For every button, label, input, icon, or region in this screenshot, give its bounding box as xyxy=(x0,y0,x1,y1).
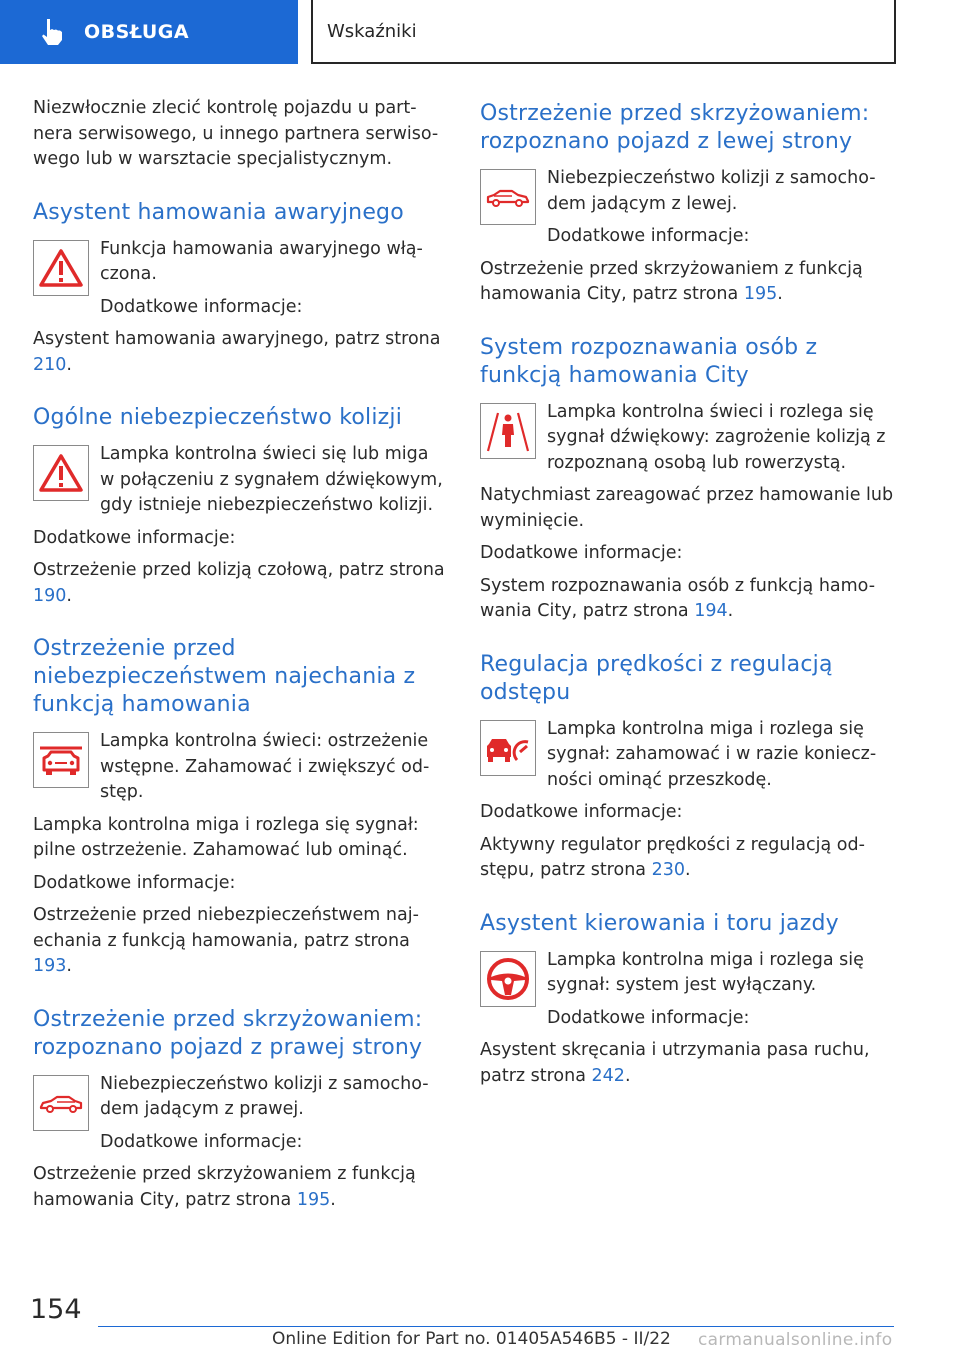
more-info-label: Dodatkowe informacje: xyxy=(480,802,683,822)
reference-paragraph: Ostrzeżenie przed kolizją czołową, patrz strona 190. xyxy=(33,560,445,606)
section-label: Wskaźniki xyxy=(327,20,417,42)
page-link[interactable]: 230 xyxy=(651,860,686,880)
page-number: 154 xyxy=(30,1294,82,1325)
action-paragraph: Natychmiast zareagować przez hamowanie lub wyminięcie. xyxy=(480,485,894,531)
reference-paragraph: System rozpoznawania osób z funkcją hamo-wania City, patrz strona 194. xyxy=(480,575,876,621)
heading-distance-control: Regulacja prędkości z regulacją odstępu xyxy=(480,651,833,705)
reference-paragraph: Ostrzeżenie przed skrzyżowaniem z funkcją hamowania City, patrz strona 195. xyxy=(33,1164,416,1210)
more-info-label: Dodatkowe informacje: xyxy=(100,1131,303,1152)
section-header xyxy=(311,0,896,64)
indicator-row xyxy=(33,442,447,519)
description: Lampka kontrolna świeci i rozlega się sygnał dźwiękowy: zagrożenie kolizją z rozpoznaną osobą lub rowerzystą. xyxy=(547,401,886,473)
indicator-row xyxy=(33,1072,447,1156)
more-info-label: Dodatkowe informacje: xyxy=(33,527,236,548)
more-info-label: Dodatkowe informacje: xyxy=(480,543,683,563)
page-link[interactable]: 194 xyxy=(694,601,728,621)
hand-pointer-icon xyxy=(38,17,66,47)
car-side-right-icon xyxy=(33,1075,89,1131)
chapter-tab xyxy=(0,0,298,64)
reference-paragraph: Aktywny regulator prędkości z regulacją od-stępu, patrz strona 230. xyxy=(480,834,865,880)
footer-divider xyxy=(98,1326,894,1327)
heading-person-detection: System rozpoznawania osób z funkcją hamowania City xyxy=(480,334,818,388)
indicator-row xyxy=(480,166,894,250)
page-link[interactable]: 195 xyxy=(743,284,778,304)
more-info-label: Dodatkowe informacje: xyxy=(33,872,236,893)
car-side-left-icon xyxy=(480,169,536,225)
heading-steering-assist: Asystent kierowania i toru jazdy xyxy=(480,910,839,936)
left-column xyxy=(33,96,447,1220)
description: Lampka kontrolna miga i rozlega się sygnał: system jest wyłączany. xyxy=(547,949,864,995)
description: Lampka kontrolna świeci: ostrzeżenie wstępne. Zahamować i zwiększyć od-stęp. xyxy=(100,731,430,802)
page-link[interactable]: 242 xyxy=(591,1065,625,1086)
warning-triangle-icon xyxy=(33,445,89,501)
description: Funkcja hamowania awaryjnego włą-czona. xyxy=(100,238,423,284)
warning-triangle-icon xyxy=(33,240,89,296)
right-column xyxy=(480,96,894,1096)
indicator-row xyxy=(480,717,894,794)
page-link[interactable]: 195 xyxy=(296,1189,331,1210)
steering-wheel-icon xyxy=(480,951,536,1007)
more-info-label: Dodatkowe informacje: xyxy=(100,296,303,317)
more-info-label: Dodatkowe informacje: xyxy=(547,1007,750,1028)
urgent-warning-paragraph: Lampka kontrolna miga i rozlega się sygnał: pilne ostrzeżenie. Zahamować lub ominąć. xyxy=(33,814,419,860)
description: Lampka kontrolna świeci się lub miga w połączeniu z sygnałem dźwiękowym, gdy istnieje niebezpieczeństwo kolizji. xyxy=(100,444,443,515)
description: Lampka kontrolna miga i rozlega się sygnał: zahamować i w razie koniecz-ności ominąć przeszkodę. xyxy=(547,718,877,790)
edition-text: Online Edition for Part no. 01405A546B5 - II/22 xyxy=(272,1329,671,1349)
intro-paragraph: Niezwłocznie zlecić kontrolę pojazdu u part-nera serwisowego, u innego partnera serwiso-wego lub w warsztacie specjalistycznym. xyxy=(33,98,439,169)
pedestrian-warning-icon xyxy=(480,403,536,459)
indicator-row xyxy=(33,237,447,321)
watermark-text: carmanualsonline.info xyxy=(698,1330,893,1350)
distance-control-icon xyxy=(480,720,536,776)
car-front-collision-icon xyxy=(33,732,89,788)
more-info-label: Dodatkowe informacje: xyxy=(547,226,750,246)
chapter-label: OBSŁUGA xyxy=(84,21,190,43)
page-link[interactable]: 210 xyxy=(33,354,67,375)
page-link[interactable]: 190 xyxy=(33,585,67,606)
description: Niebezpieczeństwo kolizji z samocho-dem jadącym z prawej. xyxy=(100,1073,429,1119)
heading-cross-traffic-right: Ostrzeżenie przed skrzyżowaniem: rozpoznano pojazd z prawej strony xyxy=(33,1006,423,1060)
heading-cross-traffic-left: Ostrzeżenie przed skrzyżowaniem: rozpoznano pojazd z lewej strony xyxy=(480,101,870,154)
heading-emergency-brake-assist: Asystent hamowania awaryjnego xyxy=(33,199,404,225)
heading-rear-end-warning: Ostrzeżenie przed niebezpieczeństwem najechania z funkcją hamowania xyxy=(33,636,416,717)
reference-paragraph: Ostrzeżenie przed niebezpieczeństwem naj-echania z funkcją hamowania, patrz strona 193. xyxy=(33,905,419,976)
description: Niebezpieczeństwo kolizji z samocho-dem jadącym z lewej. xyxy=(547,168,876,214)
reference-paragraph: Asystent hamowania awaryjnego, patrz strona 210. xyxy=(33,329,441,375)
indicator-row xyxy=(480,400,894,477)
reference-paragraph: Asystent skręcania i utrzymania pasa ruchu, patrz strona 242. xyxy=(480,1040,870,1086)
indicator-row xyxy=(480,948,894,1032)
indicator-row xyxy=(33,729,447,806)
page-link[interactable]: 193 xyxy=(33,956,67,976)
heading-collision-danger: Ogólne niebezpieczeństwo kolizji xyxy=(33,405,403,430)
reference-paragraph: Ostrzeżenie przed skrzyżowaniem z funkcją hamowania City, patrz strona 195. xyxy=(480,258,863,304)
